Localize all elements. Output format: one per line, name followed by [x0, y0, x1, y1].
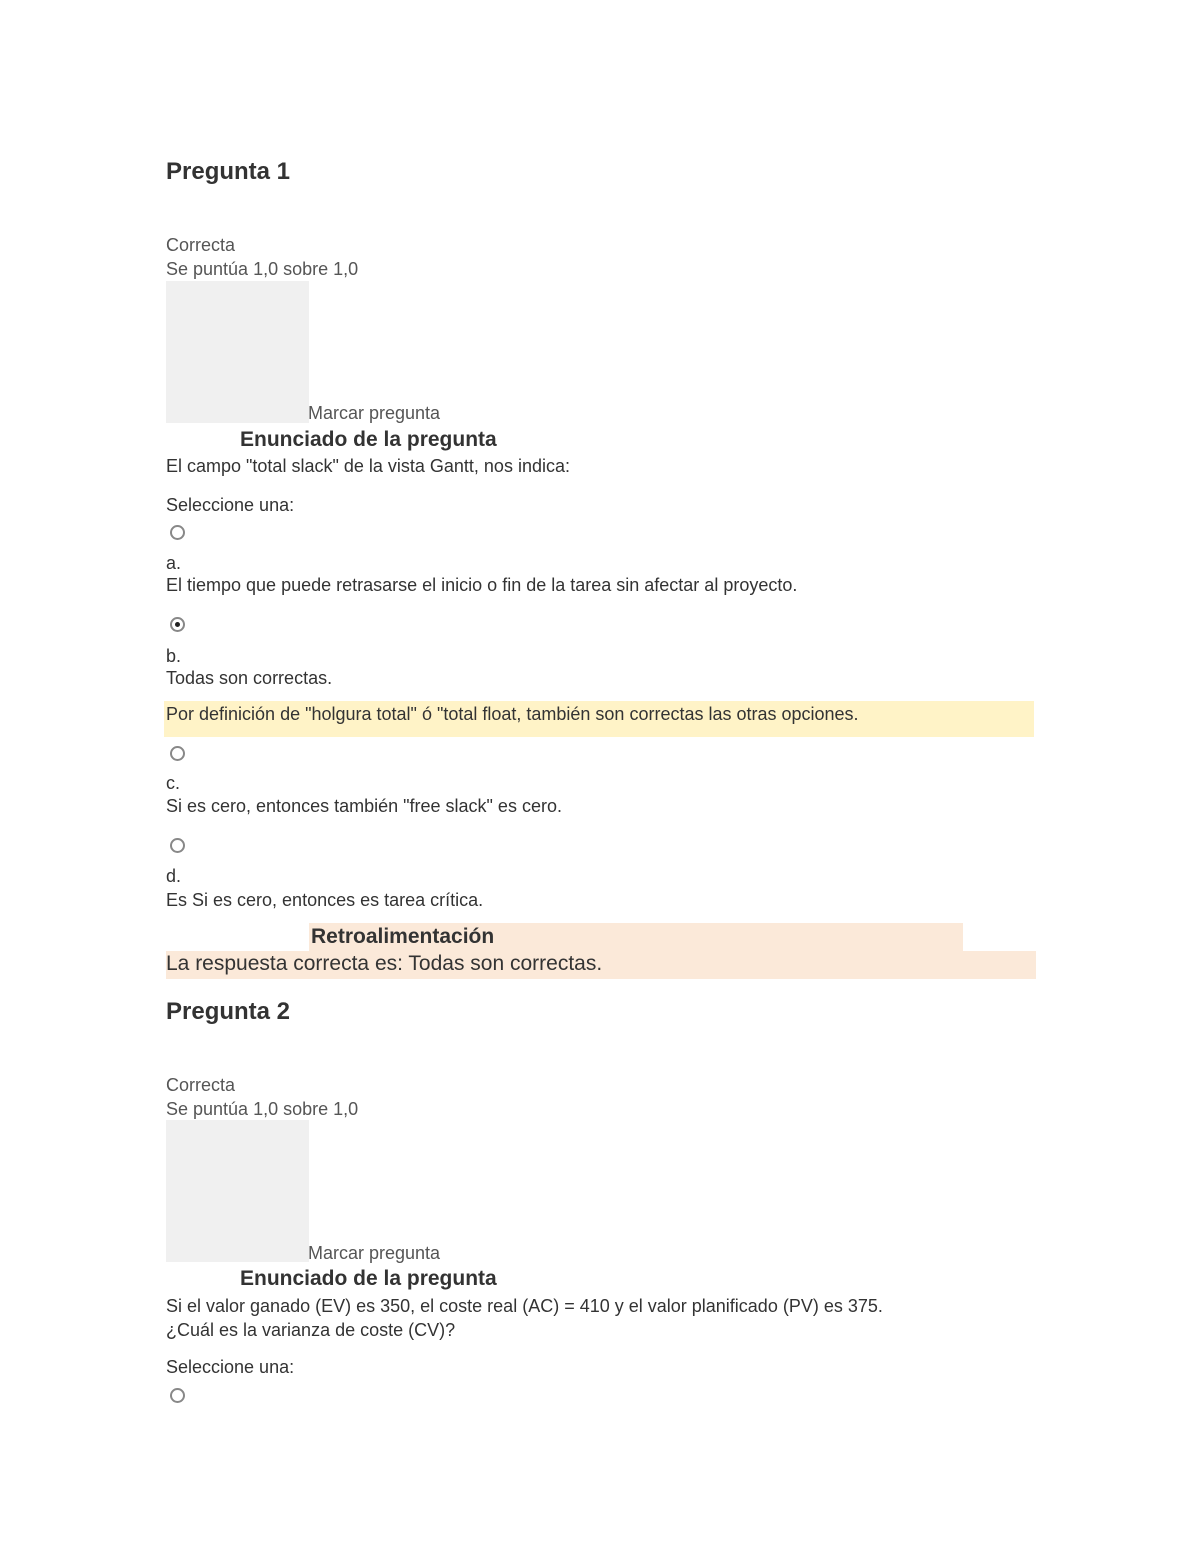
right-answer: La respuesta correcta es: Todas son correctas.	[166, 951, 1036, 979]
option-b-radio[interactable]	[170, 617, 185, 632]
option-b-text[interactable]: Todas son correctas.	[166, 668, 333, 688]
question-1-grade: Se puntúa 1,0 sobre 1,0	[166, 259, 359, 279]
option-a-letter: a.	[166, 553, 182, 573]
question-1-prompt: Seleccione una:	[166, 495, 295, 515]
question-1-text: El campo "total slack" de la vista Gantt, nos indica:	[166, 456, 570, 476]
option-a-radio[interactable]	[170, 525, 185, 540]
option-d-radio[interactable]	[170, 838, 185, 853]
question-2-prompt: Seleccione una:	[166, 1357, 295, 1377]
flag-question-2-label[interactable]: Marcar pregunta	[308, 1243, 441, 1263]
question-2-text-line-1: Si el valor ganado (EV) es 350, el coste real (AC) = 410 y el valor planificado (PV) es 375.	[166, 1296, 883, 1316]
option-d-text[interactable]: Es Si es cero, entonces es tarea crítica.	[166, 890, 484, 910]
option-b-letter: b.	[166, 646, 182, 666]
option-d-letter: d.	[166, 866, 182, 886]
question-2-text-heading: Enunciado de la pregunta	[240, 1267, 497, 1290]
flag-question-1-label[interactable]: Marcar pregunta	[308, 403, 441, 423]
question-1-state: Correcta	[166, 235, 236, 255]
flag-question-1-icon[interactable]	[166, 281, 309, 423]
flag-question-2-icon[interactable]	[166, 1120, 309, 1262]
question-2-text-line-2: ¿Cuál es la varianza de coste (CV)?	[166, 1320, 456, 1340]
question-2-option-a-radio[interactable]	[170, 1388, 185, 1403]
question-1-text-heading: Enunciado de la pregunta	[240, 428, 497, 451]
question-2-grade: Se puntúa 1,0 sobre 1,0	[166, 1099, 359, 1119]
question-2-state: Correcta	[166, 1075, 236, 1095]
option-c-letter: c.	[166, 773, 181, 793]
question-2-title: Pregunta 2	[166, 998, 291, 1025]
question-1-title: Pregunta 1	[166, 158, 291, 185]
option-c-radio[interactable]	[170, 746, 185, 761]
feedback-heading: Retroalimentación	[311, 925, 495, 948]
option-a-text[interactable]: El tiempo que puede retrasarse el inicio o fin de la tarea sin afectar al proyecto.	[166, 575, 798, 595]
option-b-specific-feedback: Por definición de "holgura total" ó "total float, también son correctas las otras opciones.	[164, 701, 1034, 737]
option-c-text[interactable]: Si es cero, entonces también "free slack" es cero.	[166, 796, 562, 816]
